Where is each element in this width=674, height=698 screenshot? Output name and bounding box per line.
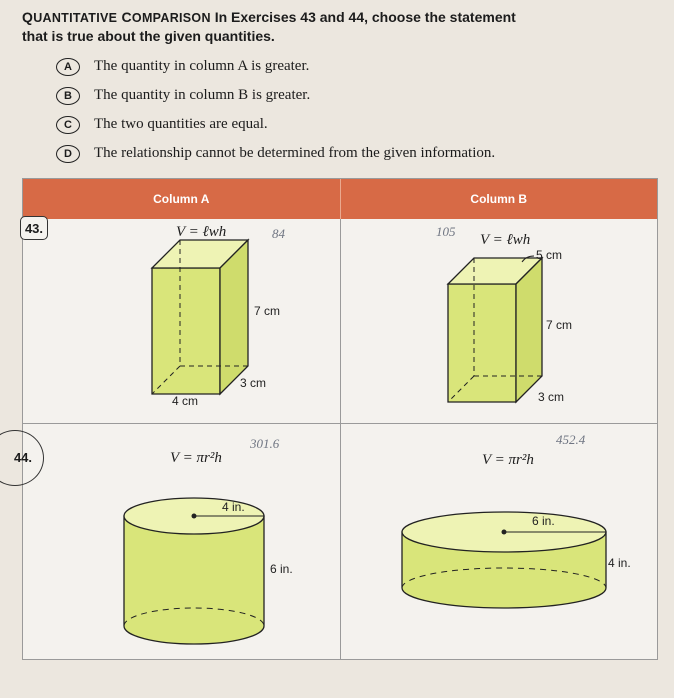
- cylinder-a-figure: [124, 498, 264, 644]
- exercise-43-number: 43.: [20, 216, 48, 240]
- instructions-continued: that is true about the given quantities.: [22, 28, 275, 44]
- prism-b-figure: [448, 256, 542, 402]
- handwritten-answer-44-a: 301.6: [250, 436, 280, 451]
- dim-44-a-height: 6 in.: [270, 562, 293, 576]
- option-a-badge: A: [56, 58, 80, 76]
- option-d-text: The relationship cannot be determined from the given information.: [94, 145, 496, 161]
- handwritten-answer-44-b: 452.4: [556, 432, 586, 447]
- dim-43-a-length: 4 cm: [172, 394, 199, 408]
- formula-44-b: V = πr²h: [482, 452, 534, 468]
- handwritten-answer-43-b: 105: [436, 224, 456, 239]
- column-a-header: Column A: [23, 179, 341, 219]
- formula-43-b: V = ℓwh: [480, 232, 531, 248]
- cylinder-b-figure: [402, 512, 606, 608]
- dim-43-b-height: 7 cm: [546, 318, 573, 332]
- section-title: QUANTITATIVE COMPARISON: [22, 9, 211, 25]
- option-c-badge: C: [56, 116, 80, 134]
- dim-43-a-width: 3 cm: [240, 376, 267, 390]
- option-a-text: The quantity in column A is greater.: [94, 58, 310, 74]
- formula-43-a: V = ℓwh: [176, 224, 227, 240]
- column-b-header: Column B: [470, 192, 528, 206]
- option-b-text: The quantity in column B is greater.: [94, 87, 311, 103]
- option-d-badge: D: [56, 145, 80, 163]
- dim-43-b-depth: 3 cm: [538, 390, 565, 404]
- dim-43-a-height: 7 cm: [254, 304, 281, 318]
- prism-a-figure: [152, 240, 248, 394]
- dim-43-b-top: 5 cm: [536, 248, 563, 262]
- formula-44-a: V = πr²h: [170, 450, 222, 466]
- instructions: In Exercises 43 and 44, choose the statement: [214, 9, 516, 25]
- handwritten-answer-43-a: 84: [272, 226, 285, 241]
- dim-44-b-radius: 6 in.: [532, 514, 555, 528]
- option-b-badge: B: [56, 87, 80, 105]
- option-c-text: The two quantities are equal.: [94, 116, 268, 132]
- dim-44-b-height: 4 in.: [608, 556, 631, 570]
- exercise-44-number: 44.: [13, 449, 33, 465]
- dim-44-a-radius: 4 in.: [222, 500, 245, 514]
